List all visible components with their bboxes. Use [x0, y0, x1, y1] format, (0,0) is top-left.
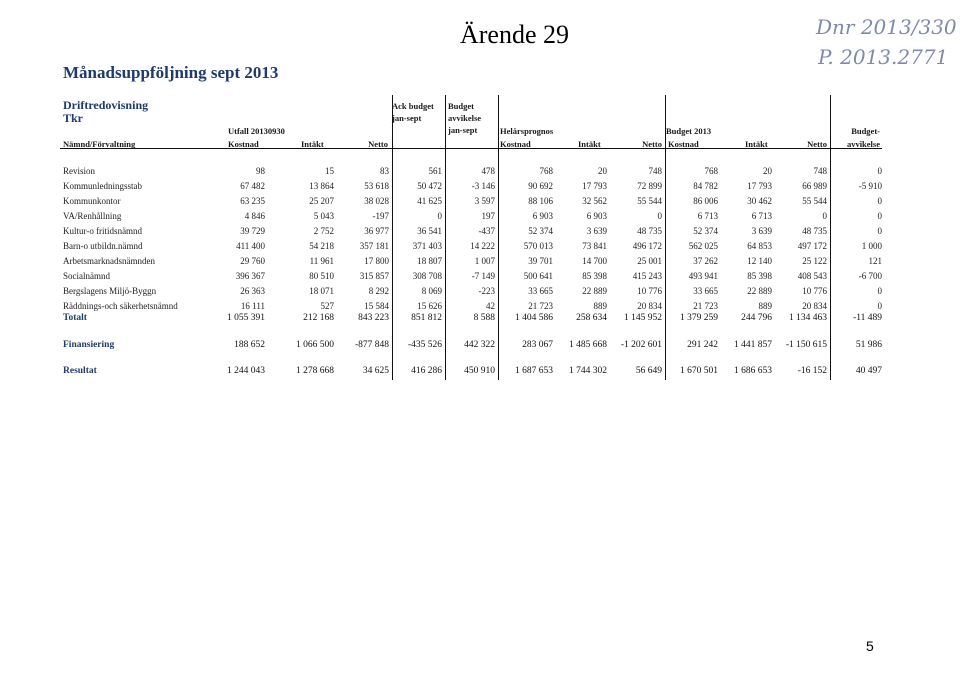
summary-cell: 1 134 463 — [789, 313, 827, 323]
table-cell: 30 462 — [747, 196, 772, 206]
table-cell: 14 700 — [582, 256, 607, 266]
table-cell: 5 043 — [313, 211, 334, 221]
table-cell: -197 — [372, 211, 389, 221]
table-cell: 562 025 — [688, 241, 718, 251]
table-cell: 0 — [877, 166, 882, 176]
table-cell: 889 — [593, 301, 607, 311]
summary-cell: 442 322 — [464, 340, 495, 350]
table-cell: 29 760 — [240, 256, 265, 266]
column-divider — [830, 95, 831, 380]
summary-cell: -1 202 601 — [620, 340, 662, 350]
summary-cell: 291 242 — [687, 340, 718, 350]
column-divider — [392, 95, 393, 380]
summary-cell: 1 441 857 — [734, 340, 772, 350]
header-utfall-kostnad: Kostnad — [228, 139, 259, 149]
table-cell: 21 723 — [693, 301, 718, 311]
table-cell: 38 028 — [364, 196, 389, 206]
table-cell: 25 207 — [309, 196, 334, 206]
header-budget-avvikelse-1: Budget — [448, 101, 474, 111]
table-cell: 88 106 — [528, 196, 553, 206]
summary-cell: -435 526 — [407, 340, 442, 350]
summary-cell: 1 485 668 — [569, 340, 607, 350]
summary-cell: 212 168 — [303, 313, 334, 323]
header-budgetavvikelse-2: avvikelse — [846, 139, 880, 149]
report-title: Månadsuppföljning sept 2013 — [63, 63, 279, 82]
section-title: Driftredovisning — [63, 98, 149, 112]
header-netto-1: Netto — [368, 139, 388, 149]
summary-cell: 40 497 — [855, 366, 882, 376]
handwritten-note — [812, 4, 960, 74]
header-budget-avvikelse-2: avvikelse — [448, 113, 482, 123]
table-cell: 55 544 — [802, 196, 827, 206]
table-cell: 0 — [437, 211, 442, 221]
summary-cell: 1 244 043 — [227, 366, 265, 376]
summary-cell: 1 278 668 — [296, 366, 334, 376]
table-cell: 48 735 — [637, 226, 662, 236]
summary-cell: 34 625 — [362, 366, 389, 376]
table-cell: 22 889 — [747, 286, 772, 296]
summary-row-label: Resultat — [63, 366, 97, 376]
summary-cell: 1 404 586 — [515, 313, 553, 323]
table-cell: 25 001 — [637, 256, 662, 266]
table-cell: 50 472 — [417, 181, 442, 191]
table-cell: 6 903 — [532, 211, 553, 221]
table-cell: 121 — [868, 256, 882, 266]
header-namnd: Nämnd/Förvaltning — [63, 139, 136, 149]
header-utfall: Utfall 20130930 — [228, 126, 285, 136]
table-cell: 527 — [320, 301, 334, 311]
table-cell: 17 800 — [364, 256, 389, 266]
table-cell: 411 400 — [236, 241, 265, 251]
table-cell: -6 700 — [858, 271, 882, 281]
table-cell: 493 941 — [688, 271, 718, 281]
table-cell: 32 562 — [582, 196, 607, 206]
summary-row-label: Totalt — [63, 313, 87, 323]
table-cell: 8 069 — [421, 286, 442, 296]
header-ack-budget-1: Ack budget — [392, 101, 434, 111]
summary-cell: 51 986 — [855, 340, 882, 350]
summary-cell: 1 670 501 — [680, 366, 718, 376]
table-cell: 768 — [539, 166, 553, 176]
table-cell: 889 — [758, 301, 772, 311]
row-label: Kultur-o fritidsnämnd — [63, 226, 143, 236]
table-cell: 90 692 — [528, 181, 553, 191]
table-cell: 26 363 — [240, 286, 265, 296]
column-divider — [498, 95, 499, 380]
summary-cell: 1 744 302 — [569, 366, 607, 376]
table-cell: 4 846 — [244, 211, 265, 221]
table-cell: 54 218 — [309, 241, 334, 251]
header-netto-2: Netto — [642, 139, 662, 149]
row-label: Kommunkontor — [63, 196, 121, 206]
table-cell: 561 — [428, 166, 442, 176]
summary-row-label: Finansiering — [63, 340, 115, 350]
table-cell: 85 398 — [747, 271, 772, 281]
header-intakt-3: Intäkt — [745, 139, 768, 149]
header-budgetavvikelse-1: Budget- — [851, 126, 880, 136]
table-cell: 3 597 — [474, 196, 495, 206]
summary-cell: 56 649 — [635, 366, 662, 376]
table-cell: 371 403 — [412, 241, 442, 251]
table-cell: 52 374 — [693, 226, 718, 236]
table-cell: 72 899 — [637, 181, 662, 191]
table-cell: 6 713 — [751, 211, 772, 221]
summary-cell: -877 848 — [354, 340, 389, 350]
table-cell: 73 841 — [582, 241, 607, 251]
table-cell: 496 172 — [632, 241, 662, 251]
column-divider — [445, 95, 446, 380]
table-cell: 497 172 — [797, 241, 827, 251]
table-cell: -437 — [478, 226, 495, 236]
table-cell: 478 — [481, 166, 495, 176]
table-cell: 52 374 — [528, 226, 553, 236]
table-cell: 415 243 — [632, 271, 662, 281]
summary-cell: 450 910 — [464, 366, 495, 376]
table-cell: 0 — [877, 211, 882, 221]
table-cell: 98 — [256, 166, 265, 176]
summary-cell: 1 145 952 — [624, 313, 662, 323]
table-cell: 0 — [877, 226, 882, 236]
table-cell: 21 723 — [528, 301, 553, 311]
table-cell: 33 665 — [693, 286, 718, 296]
summary-cell: 244 796 — [741, 313, 772, 323]
column-divider — [665, 95, 666, 380]
summary-cell: 1 686 653 — [734, 366, 772, 376]
table-cell: 8 292 — [368, 286, 389, 296]
handwritten-note-line-2: P. 2013.2771 — [818, 45, 949, 69]
table-cell: 36 541 — [417, 226, 442, 236]
table-cell: 1 000 — [861, 241, 882, 251]
summary-cell: 851 812 — [411, 313, 442, 323]
table-cell: 357 181 — [359, 241, 389, 251]
table-cell: 86 006 — [693, 196, 718, 206]
table-cell: 0 — [822, 211, 827, 221]
table-cell: 36 977 — [364, 226, 389, 236]
table-cell: 84 782 — [693, 181, 718, 191]
table-cell: 408 543 — [797, 271, 827, 281]
summary-cell: -16 152 — [797, 366, 827, 376]
page-number: 5 — [866, 638, 874, 654]
table-cell: 80 510 — [309, 271, 334, 281]
table-cell: 0 — [877, 286, 882, 296]
table-cell: 15 584 — [364, 301, 389, 311]
table-cell: 83 — [380, 166, 389, 176]
header-budget-2013-kostnad: Kostnad — [668, 139, 699, 149]
table-cell: 768 — [704, 166, 718, 176]
summary-cell: 1 066 500 — [296, 340, 334, 350]
table-cell: 15 626 — [417, 301, 442, 311]
table-cell: 53 618 — [364, 181, 389, 191]
table-cell: 48 735 — [802, 226, 827, 236]
table-cell: 33 665 — [528, 286, 553, 296]
summary-cell: 258 634 — [576, 313, 607, 323]
table-cell: 22 889 — [582, 286, 607, 296]
table-cell: 20 — [763, 166, 772, 176]
header-ack-budget-2: jan-sept — [392, 113, 422, 123]
table-cell: 748 — [813, 166, 827, 176]
summary-cell: -1 150 615 — [785, 340, 827, 350]
table-cell: 315 857 — [359, 271, 389, 281]
table-cell: 0 — [877, 301, 882, 311]
row-label: VA/Renhållning — [63, 211, 122, 221]
table-cell: 10 776 — [637, 286, 662, 296]
table-cell: 16 111 — [240, 301, 265, 311]
handwritten-note-line-1: Dnr 2013/330 — [816, 15, 957, 39]
row-label: Kommunledningsstab — [63, 181, 142, 191]
table-cell: 6 713 — [697, 211, 718, 221]
table-cell: 12 140 — [747, 256, 772, 266]
table-cell: 66 989 — [802, 181, 827, 191]
table-cell: -5 910 — [858, 181, 882, 191]
table-cell: 39 701 — [528, 256, 553, 266]
summary-cell: -11 489 — [853, 313, 882, 323]
summary-cell: 416 286 — [411, 366, 442, 376]
table-cell: 2 752 — [313, 226, 334, 236]
table-cell: 197 — [481, 211, 495, 221]
table-cell: 1 007 — [474, 256, 495, 266]
row-label: Arbetsmarknadsnämnden — [63, 256, 155, 266]
summary-cell: 283 067 — [522, 340, 553, 350]
table-cell: 20 — [598, 166, 607, 176]
table-cell: 20 834 — [802, 301, 827, 311]
summary-cell: 1 055 391 — [227, 313, 265, 323]
table-cell: -7 149 — [471, 271, 495, 281]
header-intakt-2: Intäkt — [578, 139, 601, 149]
header-netto-3: Netto — [807, 139, 827, 149]
table-cell: 13 864 — [309, 181, 334, 191]
summary-cell: 8 588 — [473, 313, 495, 323]
page-title: Ärende 29 — [460, 20, 570, 49]
summary-cell: 1 687 653 — [515, 366, 553, 376]
table-cell: 3 639 — [751, 226, 772, 236]
table-cell: 570 013 — [523, 241, 553, 251]
row-label: Barn-o utbildn.nämnd — [63, 241, 143, 251]
table-cell: 41 625 — [417, 196, 442, 206]
table-cell: 500 641 — [523, 271, 553, 281]
table-cell: 67 482 — [240, 181, 265, 191]
table-cell: 3 639 — [586, 226, 607, 236]
table-cell: 748 — [648, 166, 662, 176]
header-budget-avvikelse-3: jan-sept — [448, 125, 478, 135]
header-budget-2013: Budget 2013 — [666, 126, 712, 136]
table-cell: 11 961 — [309, 256, 334, 266]
table-cell: 37 262 — [693, 256, 718, 266]
row-label: Revision — [63, 166, 96, 176]
table-cell: -3 146 — [471, 181, 495, 191]
table-cell: 85 398 — [582, 271, 607, 281]
table-cell: 25 122 — [802, 256, 827, 266]
summary-cell: 1 379 259 — [680, 313, 718, 323]
summary-cell: 843 223 — [358, 313, 389, 323]
table-cell: 14 222 — [470, 241, 495, 251]
row-label: Socialnämnd — [63, 271, 110, 281]
table-cell: 6 903 — [586, 211, 607, 221]
table-cell: 17 793 — [582, 181, 607, 191]
table-cell: 308 708 — [412, 271, 442, 281]
table-cell: 20 834 — [637, 301, 662, 311]
table-cell: 55 544 — [637, 196, 662, 206]
table-cell: 64 853 — [747, 241, 772, 251]
summary-cell: 188 652 — [234, 340, 265, 350]
header-helarsprognos: Helårsprognos — [500, 126, 554, 136]
table-cell: 15 — [325, 166, 334, 176]
table-cell: 0 — [877, 196, 882, 206]
table-cell: 63 235 — [240, 196, 265, 206]
table-cell: 18 071 — [309, 286, 334, 296]
table-cell: 17 793 — [747, 181, 772, 191]
table-cell: 18 807 — [417, 256, 442, 266]
table-cell: -223 — [478, 286, 495, 296]
row-label: Räddnings-och säkerhetsnämnd — [63, 301, 178, 311]
table-cell: 39 729 — [240, 226, 265, 236]
table-cell: 10 776 — [802, 286, 827, 296]
header-helarsprognos-kostnad: Kostnad — [500, 139, 531, 149]
table-cell: 396 367 — [235, 271, 265, 281]
header-intakt-1: Intäkt — [301, 139, 324, 149]
unit-label: Tkr — [63, 111, 84, 125]
table-cell: 42 — [486, 301, 495, 311]
table-cell: 0 — [657, 211, 662, 221]
row-label: Bergslagens Miljö-Byggn — [63, 286, 157, 296]
